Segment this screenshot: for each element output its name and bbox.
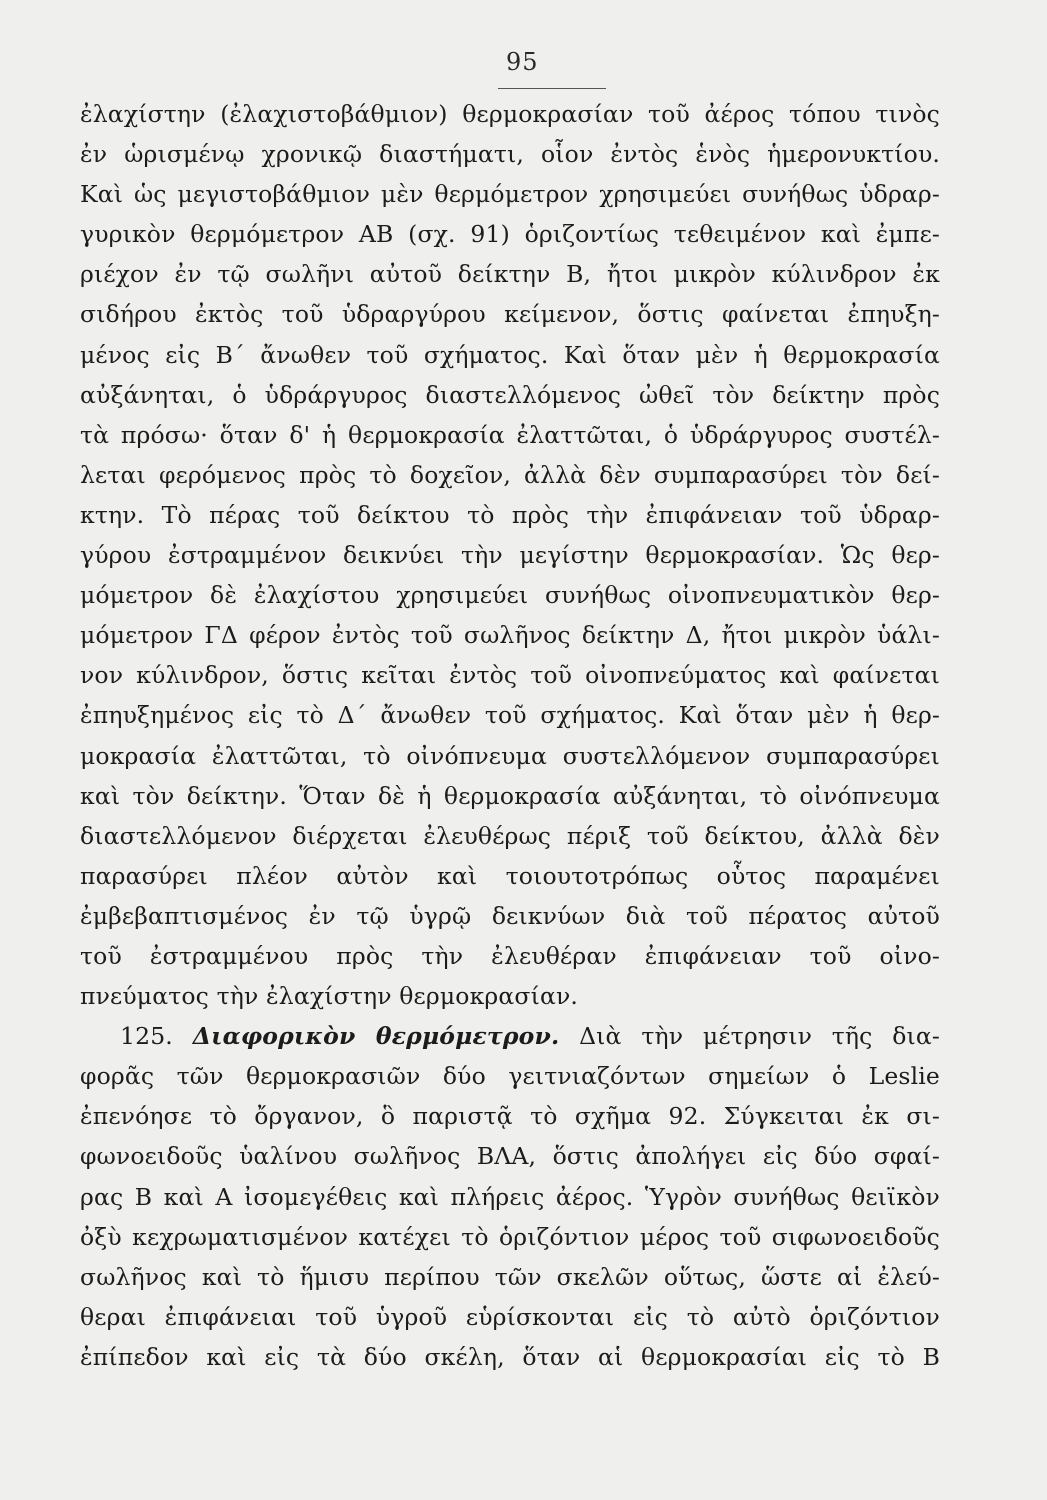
text-line: τοῦ ἐστραμμένου πρὸς τὴν ἐλευθέραν ἐπιφάνειαν τοῦ οἰνο-: [80, 941, 940, 970]
text-line: ἐπηυξημένος εἰς τὸ Δ΄ ἄνωθεν τοῦ σχήματος. Καὶ ὅταν μὲν ἡ θερ-: [80, 701, 940, 730]
text-line: μόμετρον δὲ ἐλαχίστου χρησιμεύει συνήθως οἰνοπνευματικὸν θερ-: [80, 581, 940, 610]
text-line: πνεύματος τὴν ἐλαχίστην θερμοκρασίαν.: [80, 982, 579, 1011]
text-line: ἐπενόησε τὸ ὄργανον, ὃ παριστᾷ τὸ σχῆμα 92. Σύγκειται ἐκ σι-: [80, 1102, 940, 1131]
text-line: κτην. Τὸ πέρας τοῦ δείκτου τὸ πρὸς τὴν ἐπιφάνειαν τοῦ ὑδραρ-: [80, 500, 940, 529]
text-line: αὐξάνηται, ὁ ὑδράργυρος διαστελλόμενος ὠθεῖ τὸν δείκτην πρὸς: [80, 380, 940, 409]
text-line: Καὶ ὡς μεγιστοβάθμιον μὲν θερμόμετρον χρησιμεύει συνήθως ὑδραρ-: [80, 180, 940, 209]
text-line: γύρου ἐστραμμένον δεικνύει τὴν μεγίστην θερμοκρασίαν. Ὡς θερ-: [80, 541, 940, 570]
text-line: καὶ τὸν δείκτην. Ὅταν δὲ ἡ θερμοκρασία αὐξάνηται, τὸ οἰνόπνευμα: [80, 781, 940, 810]
text-line: παρασύρει πλέον αὐτὸν καὶ τοιουτοτρόπως οὗτος παραμένει: [80, 861, 940, 890]
text-line: θεραι ἐπιφάνειαι τοῦ ὑγροῦ εὑρίσκονται εἰς τὸ αὐτὸ ὁριζόντιον: [80, 1302, 940, 1331]
page-number: 95: [506, 48, 539, 76]
text-line: ἐλαχίστην (ἐλαχιστοβάθμιον) θερμοκρασίαν τοῦ ἀέρος τόπου τινὸς: [80, 100, 940, 128]
text-line: μόμετρον ΓΔ φέρον ἐντὸς τοῦ σωλῆνος δείκτην Δ, ἤτοι μικρὸν ὑάλι-: [80, 621, 940, 650]
text-line: διαστελλόμενον διέρχεται ἐλευθέρως πέριξ τοῦ δείκτου, ἀλλὰ δὲν: [80, 821, 940, 850]
text-line: μένος εἰς Β΄ ἄνωθεν τοῦ σχήματος. Καὶ ὅταν μὲν ἡ θερμοκρασία: [80, 340, 940, 369]
text-line: σιδήρου ἐκτὸς τοῦ ὑδραργύρου κείμενον, ὅστις φαίνεται ἐπηυξη-: [80, 300, 940, 329]
text-line: ἐμβεβαπτισμένος ἐν τῷ ὑγρῷ δεικνύων διὰ τοῦ πέρατος αὐτοῦ: [80, 901, 940, 930]
text-line: τὰ πρόσω· ὅταν δ' ἡ θερμοκρασία ἐλαττῶται, ὁ ὑδράργυρος συστέλ-: [80, 420, 940, 449]
page-number-rule: [498, 88, 606, 89]
text-line: ρας Β καὶ Α ἰσομεγέθεις καὶ πλήρεις ἀέρος. Ὑγρὸν συνήθως θειϊκὸν: [80, 1182, 940, 1211]
text-line: ἐν ὡρισμένῳ χρονικῷ διαστήματι, οἷον ἐντὸς ἑνὸς ἡμερονυκτίου.: [80, 140, 940, 169]
body-text: [80, 94, 940, 1377]
text-line: νον κύλινδρον, ὅστις κεῖται ἐντὸς τοῦ οἰνοπνεύματος καὶ φαίνεται: [80, 661, 940, 690]
text-line: ὀξὺ κεχρωματισμένον κατέχει τὸ ὁριζόντιον μέρος τοῦ σιφωνοειδοῦς: [80, 1222, 940, 1251]
text-line: φορᾶς τῶν θερμοκρασιῶν δύο γειτνιαζόντων σημείων ὁ Leslie: [80, 1062, 940, 1091]
text-line: φωνοειδοῦς ὑαλίνου σωλῆνος ΒΛΑ, ὅστις ἀπολήγει εἰς δύο σφαί-: [80, 1142, 940, 1171]
text-line: γυρικὸν θερμόμετρον ΑΒ (σχ. 91) ὁριζοντίως τεθειμένον καὶ ἐμπε-: [80, 220, 940, 249]
text-line: ἐπίπεδον καὶ εἰς τὰ δύο σκέλη, ὅταν αἱ θερμοκρασίαι εἰς τὸ Β: [80, 1342, 940, 1371]
section-number: 125.: [120, 1022, 173, 1051]
section-first-line-text: Διὰ τὴν μέτρησιν τῆς δια-: [579, 1022, 940, 1051]
section-title: Διαφορικὸν θερμόμετρον.: [192, 1022, 560, 1051]
text-line: σωλῆνος καὶ τὸ ἥμισυ περίπου τῶν σκελῶν οὕτως, ὥστε αἱ ἐλεύ-: [80, 1262, 940, 1291]
text-line: ριέχον ἐν τῷ σωλῆνι αὐτοῦ δείκτην Β, ἤτοι μικρὸν κύλινδρον ἐκ: [80, 260, 940, 289]
text-line: λεται φερόμενος πρὸς τὸ δοχεῖον, ἀλλὰ δὲν συμπαρασύρει τὸν δεί-: [80, 460, 940, 489]
text-line: μοκρασία ἐλαττῶται, τὸ οἰνόπνευμα συστελλόμενον συμπαρασύρει: [80, 741, 940, 770]
section-heading-line: [80, 1016, 940, 1056]
